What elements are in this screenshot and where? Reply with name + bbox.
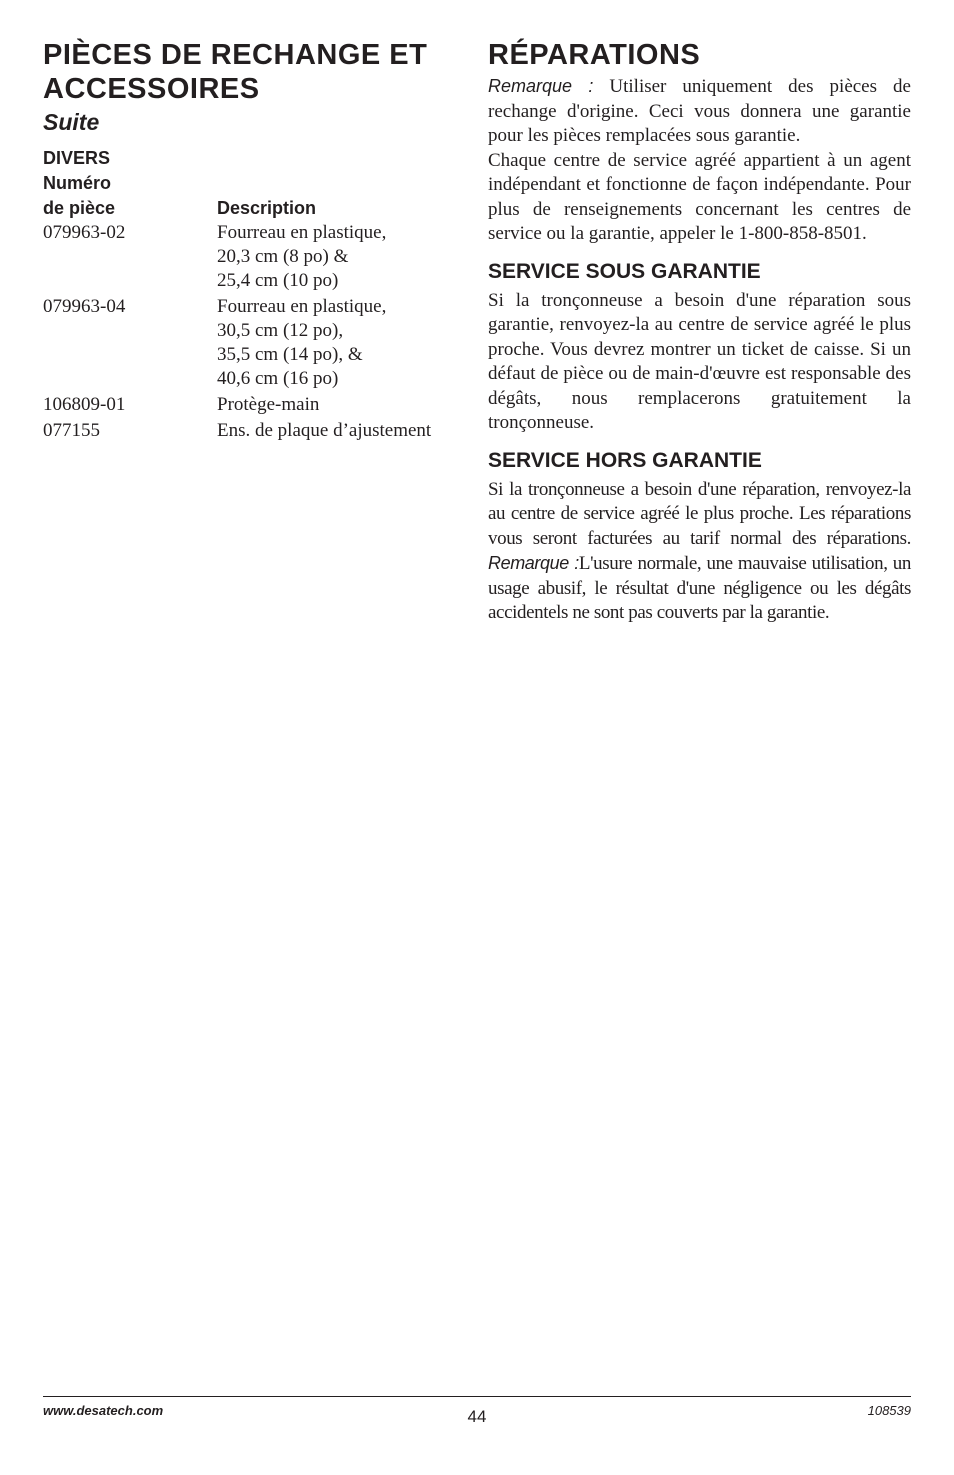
nonwarranty-heading: SERVICE HORS GARANTIE bbox=[488, 448, 762, 472]
part-description-line: Protège-main bbox=[217, 394, 320, 415]
parts-title: PIÈCES DE RECHANGE ET ACCESSOIRES bbox=[43, 39, 428, 105]
part-description bbox=[217, 295, 463, 391]
part-number: 106809-01 bbox=[43, 394, 126, 415]
warranty-paragraph: Si la tronçonneuse a besoin d'une réparation sous garantie, renvoyez-la au centre de service agréé le plus proche. Vous devrez montrer un ticket de caisse. Si un défaut de pièce ou de main-d'œuvre est responsable des dégâts, nous remplacerons gratuitement la tronçonneuse. bbox=[488, 289, 911, 433]
nonwarranty-text: Si la tronçonneuse a besoin d'une réparation, renvoyez-la au centre de service agréé le plus proche. Les réparations vous seront facturées au tarif normal des réparations. bbox=[488, 478, 911, 549]
table-row bbox=[43, 393, 463, 417]
part-number: 079963-02 bbox=[43, 222, 126, 243]
service-centers-paragraph: Chaque centre de service agréé appartient à un agent indépendant et fonctionne de façon indépendante. Pour plus de renseignements concernant les centres de service ou la garantie, appeler le 1-800-858-8501. bbox=[488, 149, 911, 244]
part-description-line: 35,5 cm (14 po), & bbox=[217, 344, 363, 365]
nonwarranty-paragraph bbox=[488, 478, 911, 626]
parts-table bbox=[43, 221, 463, 443]
part-number: 079963-04 bbox=[43, 296, 126, 317]
part-description-line: Fourreau en plastique, bbox=[217, 222, 387, 243]
part-description-line: 30,5 cm (12 po), bbox=[217, 320, 344, 341]
col-number-label-1: Numéro bbox=[43, 173, 112, 193]
footer-divider bbox=[43, 1396, 911, 1397]
left-column bbox=[43, 38, 463, 445]
col-description-label: Description bbox=[217, 198, 317, 218]
subtitle-suite: Suite bbox=[43, 109, 100, 135]
remark2-label: Remarque : bbox=[488, 553, 579, 573]
right-column bbox=[488, 38, 911, 626]
remark2-text: L'usure normale, une mauvaise utilisation, un usage abusif, le résultat d'une négligence ou les dégâts accidentels ne sont pas couverts par la garantie. bbox=[488, 553, 911, 623]
part-description bbox=[217, 221, 463, 293]
part-description-line: 25,4 cm (10 po) bbox=[217, 270, 339, 291]
parts-table-header bbox=[43, 196, 463, 221]
part-description-line: Ens. de plaque d’ajustement bbox=[217, 420, 432, 441]
col-number-label-2: de pièce bbox=[43, 198, 116, 218]
remark-text: Utiliser uniquement des pièces de rechange d'origine. Ceci vous donnera une garantie pour les pièces remplacées sous garantie. bbox=[488, 76, 911, 146]
footer-website: www.desatech.com bbox=[43, 1403, 164, 1418]
warranty-heading: SERVICE SOUS GARANTIE bbox=[488, 259, 761, 283]
part-description bbox=[217, 393, 463, 417]
footer-doc-number: 108539 bbox=[867, 1403, 911, 1418]
section-divers: DIVERS bbox=[43, 148, 111, 168]
part-description bbox=[217, 419, 463, 443]
part-description-line: Fourreau en plastique, bbox=[217, 296, 387, 317]
remark-paragraph bbox=[488, 74, 911, 149]
part-description-line: 20,3 cm (8 po) & bbox=[217, 246, 349, 267]
table-row bbox=[43, 295, 463, 391]
part-number: 077155 bbox=[43, 420, 100, 441]
remark-label: Remarque : bbox=[488, 76, 594, 96]
table-row bbox=[43, 221, 463, 293]
repairs-title: RÉPARATIONS bbox=[488, 39, 701, 71]
page-number: 44 bbox=[467, 1407, 487, 1426]
table-row bbox=[43, 419, 463, 443]
part-description-line: 40,6 cm (16 po) bbox=[217, 368, 339, 389]
